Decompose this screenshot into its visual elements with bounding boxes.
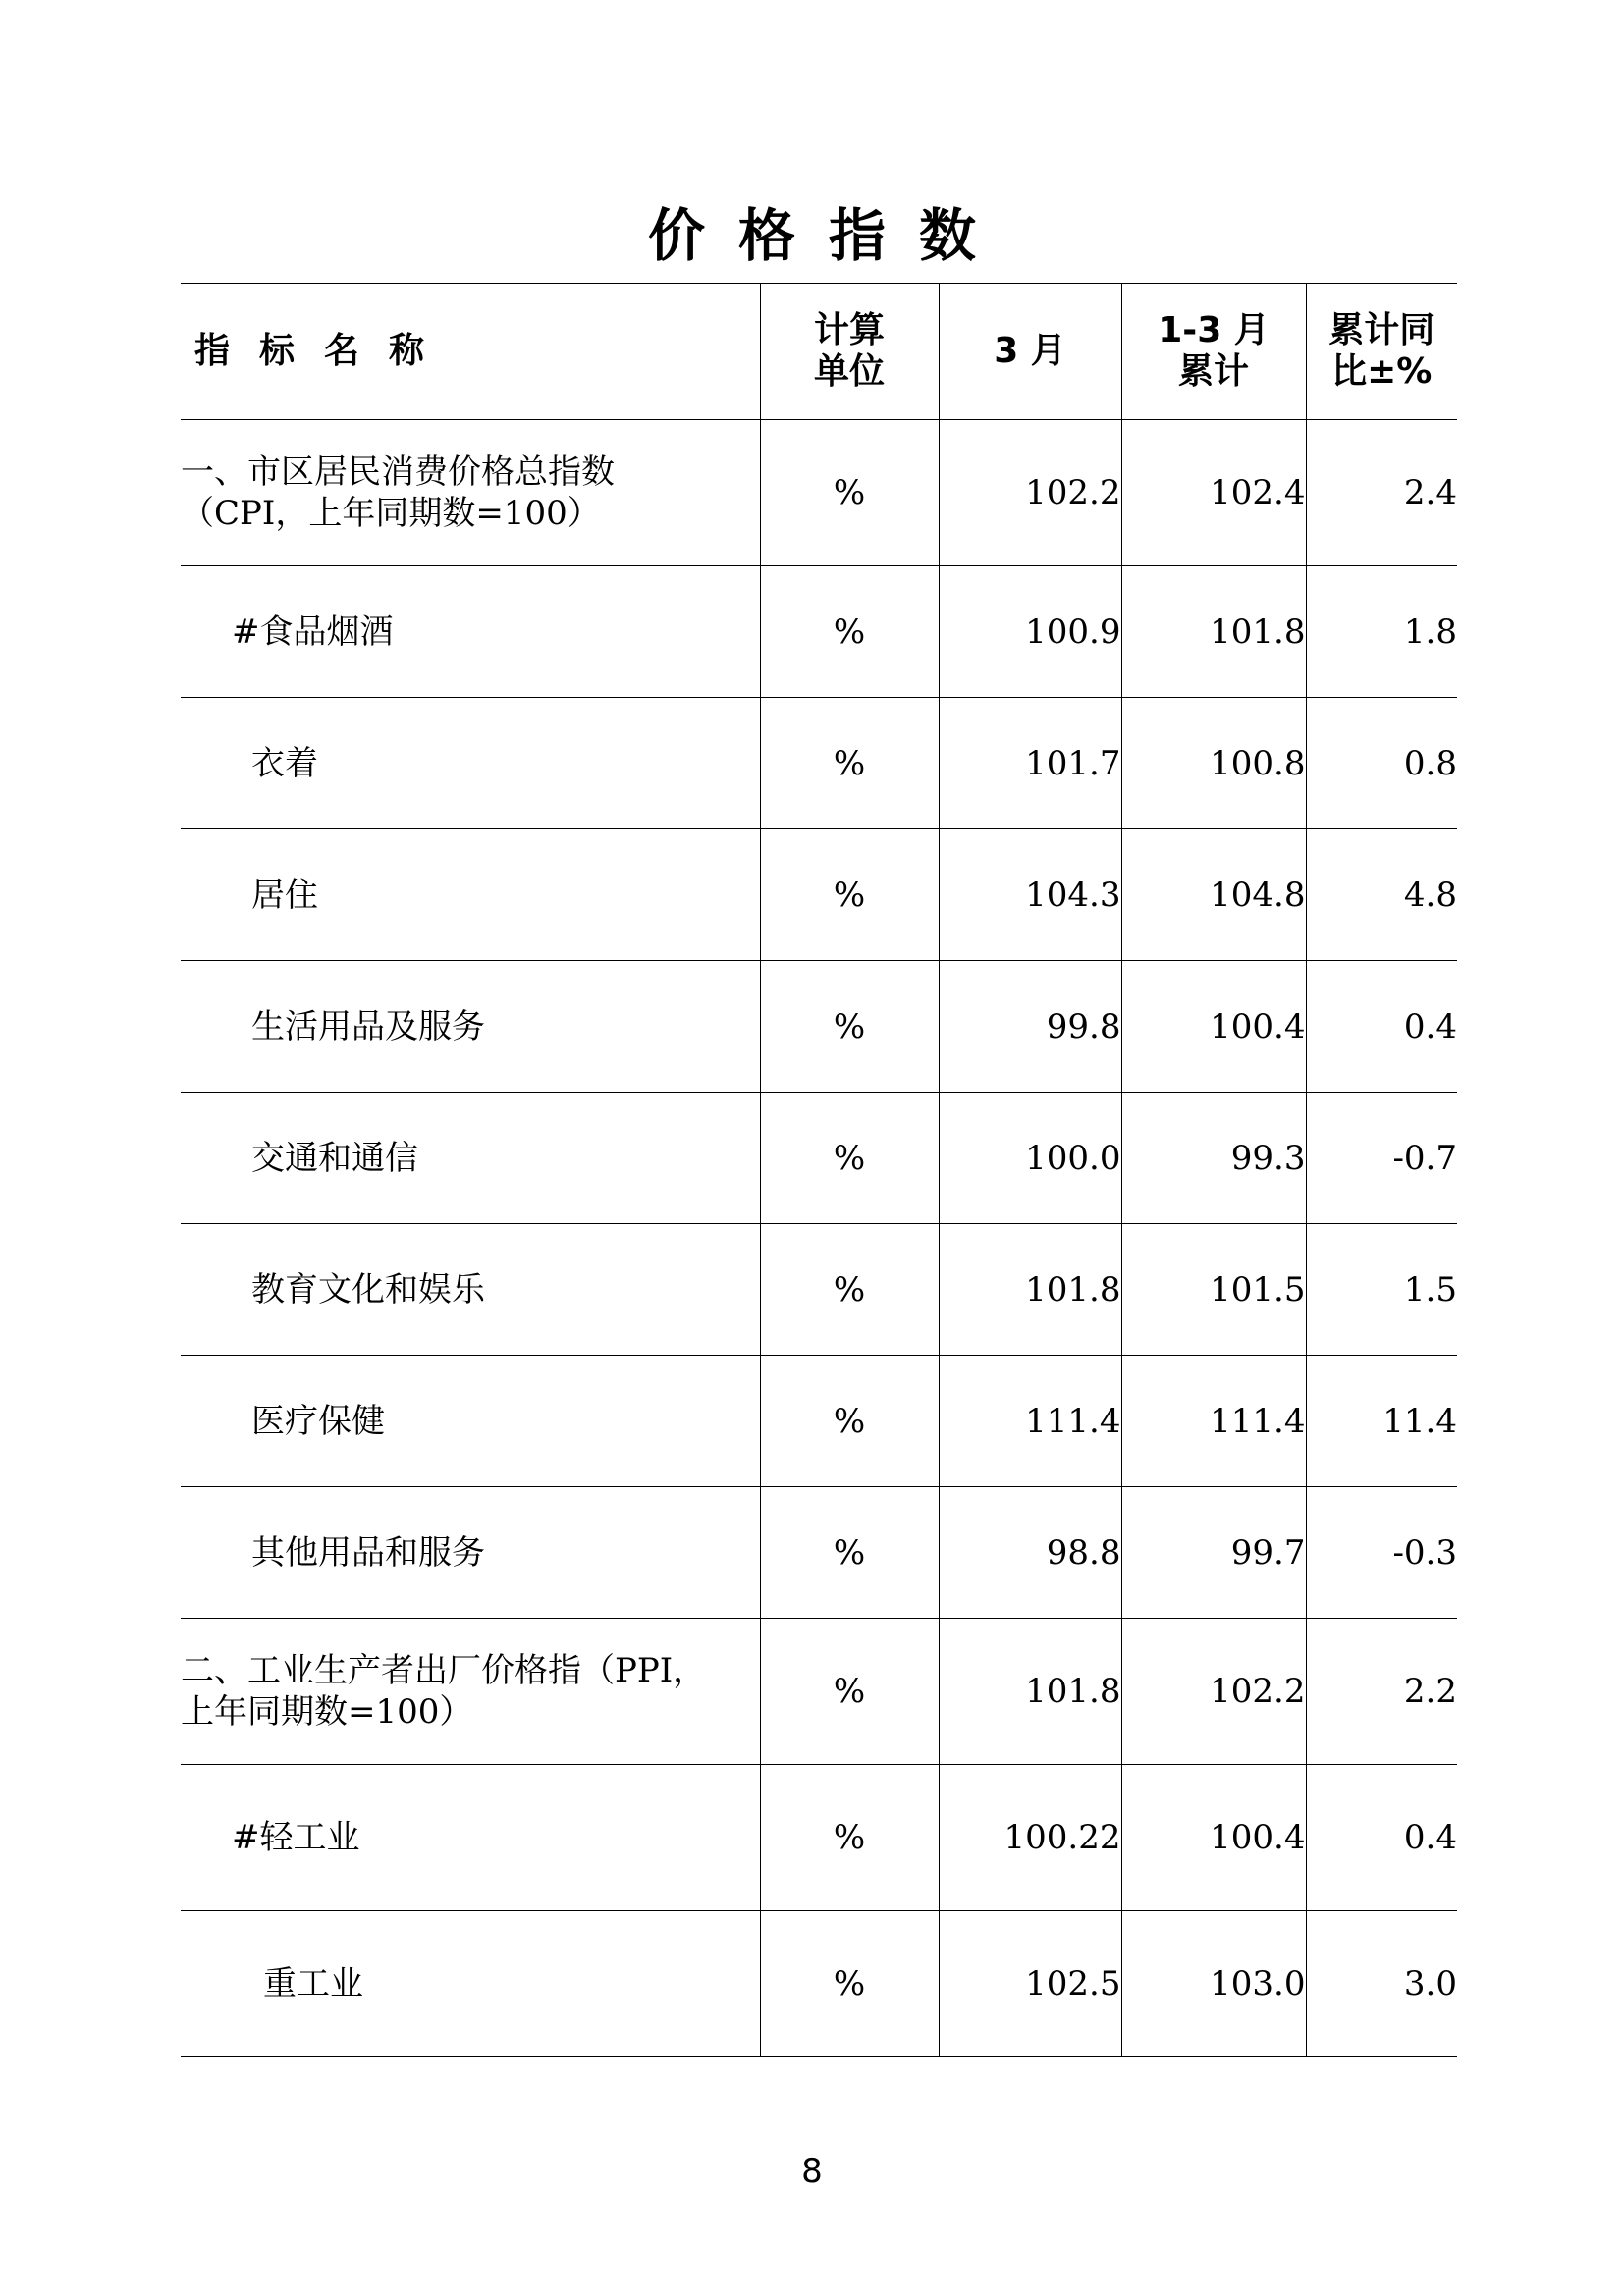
unit-cell: % [760, 1224, 939, 1356]
march-value: 101.8 [939, 1619, 1121, 1765]
cumulative-value: 103.0 [1121, 1911, 1306, 2057]
table-row [181, 1487, 1457, 1619]
header-cumulative [1121, 284, 1306, 420]
yoy-value: 1.8 [1306, 566, 1457, 698]
table-row [181, 1765, 1457, 1911]
indicator-name: #轻工业 [181, 1765, 760, 1911]
cumulative-value: 101.8 [1121, 566, 1306, 698]
yoy-value: 4.8 [1306, 829, 1457, 961]
header-indicator-name: 指标名称 [181, 284, 760, 420]
header-unit-line1: 计算 [813, 310, 885, 350]
indicator-name: 衣着 [181, 698, 760, 829]
cumulative-value: 102.2 [1121, 1619, 1306, 1765]
indicator-name: 其他用品和服务 [181, 1487, 760, 1619]
page-number: 8 [801, 2152, 823, 2191]
indicator-name: 交通和通信 [181, 1093, 760, 1224]
table-row [181, 420, 1457, 566]
march-value: 100.0 [939, 1093, 1121, 1224]
unit-cell: % [760, 566, 939, 698]
unit-cell: % [760, 1093, 939, 1224]
march-value: 102.5 [939, 1911, 1121, 2057]
header-yoy [1306, 284, 1457, 420]
march-value: 100.9 [939, 566, 1121, 698]
cumulative-value: 101.5 [1121, 1224, 1306, 1356]
header-yoy-line1: 累计同 [1328, 310, 1435, 350]
march-value: 98.8 [939, 1487, 1121, 1619]
cumulative-value: 100.8 [1121, 698, 1306, 829]
indicator-name: 医疗保健 [181, 1356, 760, 1487]
unit-cell: % [760, 1487, 939, 1619]
table-row [181, 1619, 1457, 1765]
yoy-value: 2.2 [1306, 1619, 1457, 1765]
march-value: 99.8 [939, 961, 1121, 1093]
indicator-name: 居住 [181, 829, 760, 961]
header-unit [760, 284, 939, 420]
cumulative-value: 99.3 [1121, 1093, 1306, 1224]
indicator-name [181, 420, 760, 566]
yoy-value: 1.5 [1306, 1224, 1457, 1356]
march-value: 101.7 [939, 698, 1121, 829]
header-cumulative-line2: 累计 [1177, 351, 1249, 392]
unit-cell: % [760, 1911, 939, 2057]
indicator-name: 生活用品及服务 [181, 961, 760, 1093]
table-row [181, 698, 1457, 829]
yoy-value: 0.4 [1306, 961, 1457, 1093]
unit-cell: % [760, 1356, 939, 1487]
cumulative-value: 100.4 [1121, 961, 1306, 1093]
page-title: 价格指数 [647, 202, 1009, 269]
cumulative-value: 111.4 [1121, 1356, 1306, 1487]
table-row [181, 1356, 1457, 1487]
yoy-value: 11.4 [1306, 1356, 1457, 1487]
table-row [181, 1093, 1457, 1224]
cumulative-value: 100.4 [1121, 1765, 1306, 1911]
table-header-row [181, 284, 1457, 420]
yoy-value: 0.4 [1306, 1765, 1457, 1911]
march-value: 102.2 [939, 420, 1121, 566]
yoy-value: -0.7 [1306, 1093, 1457, 1224]
unit-cell: % [760, 1765, 939, 1911]
march-value: 104.3 [939, 829, 1121, 961]
indicator-name: 教育文化和娱乐 [181, 1224, 760, 1356]
indicator-name-line2: 上年同期数=100） [181, 1692, 473, 1732]
yoy-value: 2.4 [1306, 420, 1457, 566]
march-value: 101.8 [939, 1224, 1121, 1356]
header-march: 3 月 [939, 284, 1121, 420]
yoy-value: -0.3 [1306, 1487, 1457, 1619]
cumulative-value: 102.4 [1121, 420, 1306, 566]
unit-cell: % [760, 1619, 939, 1765]
table-row [181, 1911, 1457, 2057]
march-value: 100.22 [939, 1765, 1121, 1911]
cumulative-value: 99.7 [1121, 1487, 1306, 1619]
yoy-value: 3.0 [1306, 1911, 1457, 2057]
table-row [181, 829, 1457, 961]
header-unit-line2: 单位 [813, 351, 885, 392]
unit-cell: % [760, 829, 939, 961]
price-index-table [181, 283, 1457, 2057]
table-row [181, 1224, 1457, 1356]
unit-cell: % [760, 698, 939, 829]
table-row [181, 961, 1457, 1093]
header-cumulative-line1: 1-3 月 [1158, 310, 1270, 350]
indicator-name-line2: （CPI，上年同期数=100） [181, 494, 601, 533]
indicator-name-line1: 二、工业生产者出厂价格指（PPI， [181, 1651, 707, 1690]
indicator-name [181, 1619, 760, 1765]
unit-cell: % [760, 961, 939, 1093]
cumulative-value: 104.8 [1121, 829, 1306, 961]
indicator-name: #食品烟酒 [181, 566, 760, 698]
header-yoy-line2: 比±% [1331, 351, 1433, 392]
table-row [181, 566, 1457, 698]
march-value: 111.4 [939, 1356, 1121, 1487]
indicator-name-line1: 一、市区居民消费价格总指数 [181, 453, 615, 492]
indicator-name: 重工业 [181, 1911, 760, 2057]
unit-cell: % [760, 420, 939, 566]
yoy-value: 0.8 [1306, 698, 1457, 829]
